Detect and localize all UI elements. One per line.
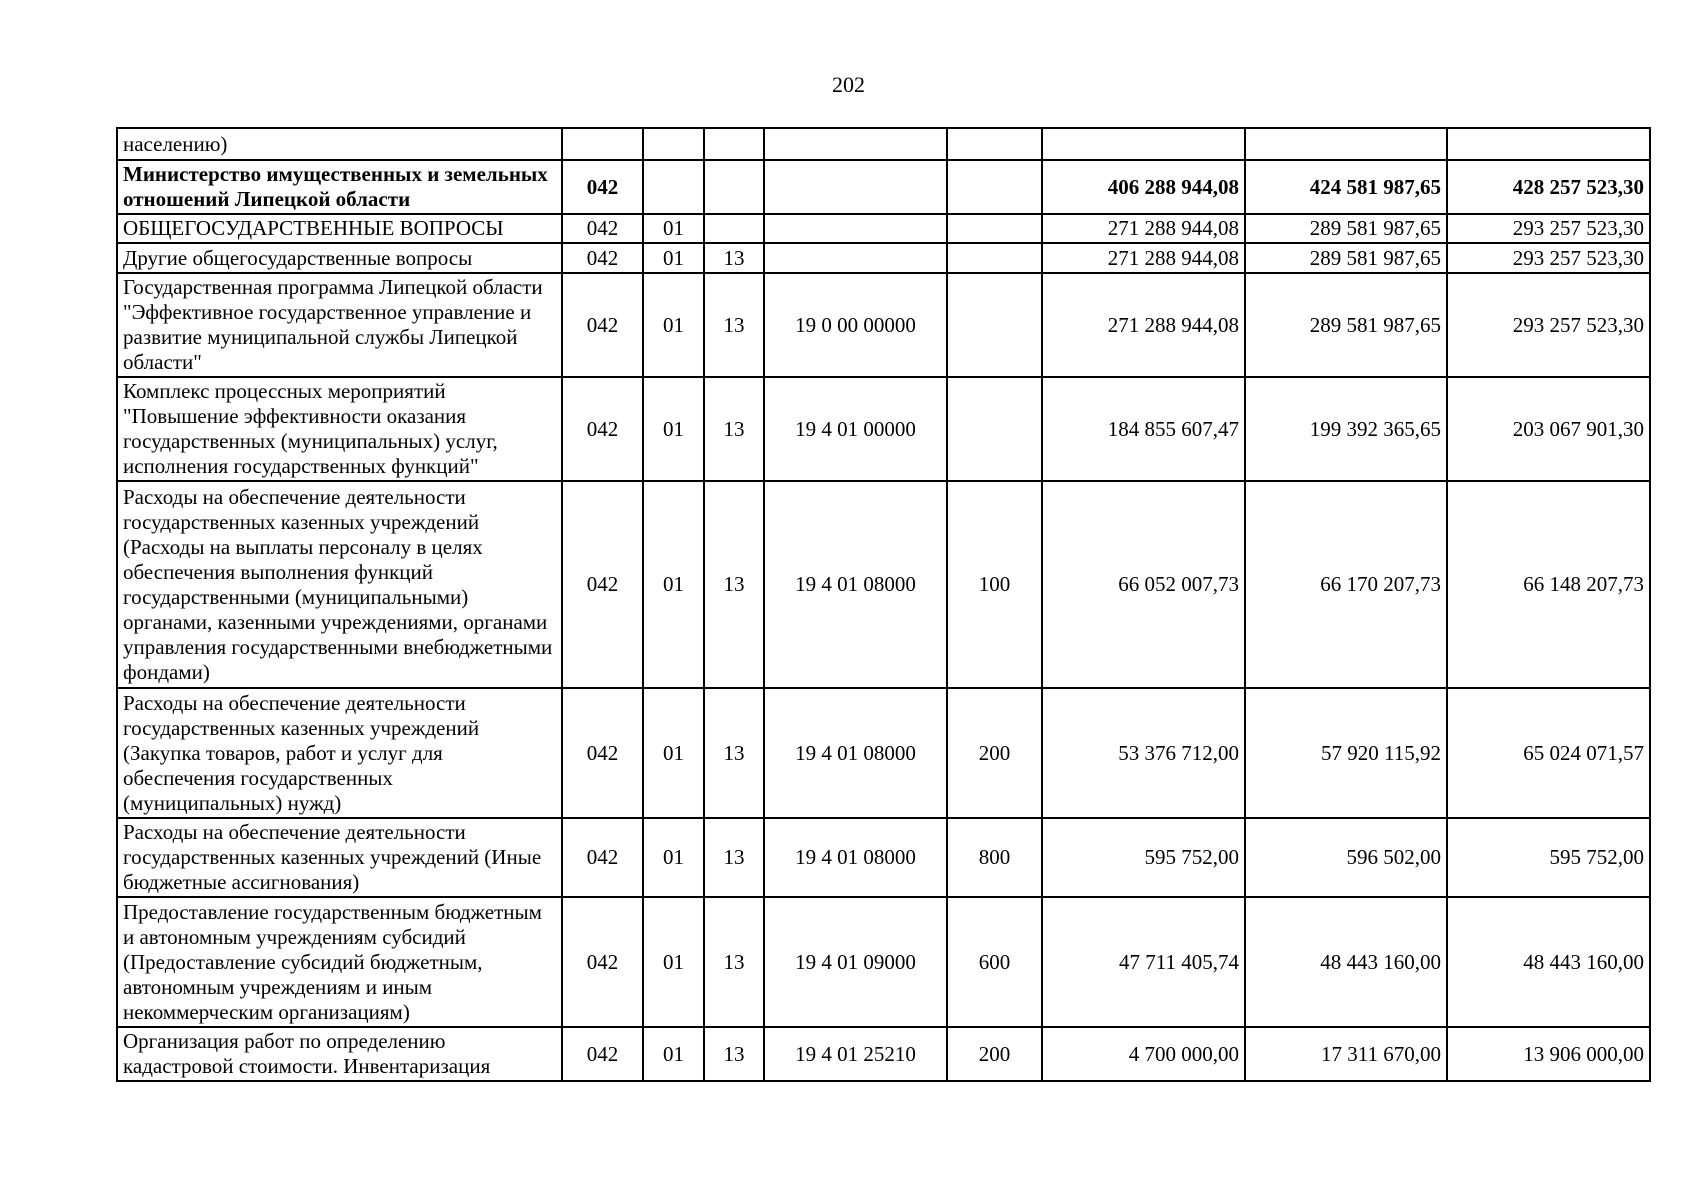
cell-amount-year-2: 289 581 987,65 — [1245, 214, 1447, 243]
table-row — [117, 897, 1650, 1027]
cell-section-code: 01 — [643, 897, 704, 1027]
cell-ministry-code: 042 — [562, 897, 643, 1027]
cell-section-code: 01 — [643, 818, 704, 897]
cell-ministry-code: 042 — [562, 818, 643, 897]
cell-expense-type — [947, 128, 1042, 160]
cell-subsection-code: 13 — [704, 897, 764, 1027]
cell-amount-year-3: 66 148 207,73 — [1447, 481, 1650, 688]
cell-expense-type: 100 — [947, 481, 1042, 688]
cell-amount-year-3: 13 906 000,00 — [1447, 1027, 1650, 1081]
cell-target-article: 19 0 00 00000 — [764, 273, 947, 377]
cell-ministry-code: 042 — [562, 1027, 643, 1081]
cell-expense-type: 800 — [947, 818, 1042, 897]
cell-amount-year-2: 199 392 365,65 — [1245, 377, 1447, 481]
cell-amount-year-3: 293 257 523,30 — [1447, 273, 1650, 377]
cell-amount-year-2: 17 311 670,00 — [1245, 1027, 1447, 1081]
cell-ministry-code: 042 — [562, 273, 643, 377]
cell-ministry-code — [562, 128, 643, 160]
cell-subsection-code — [704, 160, 764, 214]
cell-amount-year-1: 53 376 712,00 — [1042, 688, 1245, 818]
budget-table — [116, 127, 1651, 1082]
table-row — [117, 481, 1650, 688]
cell-subsection-code — [704, 128, 764, 160]
cell-name: Расходы на обеспечение деятельности государственных казенных учреждений (Закупка товаров, работ и услуг для обеспечения государственных (муниципальных) нужд) — [117, 688, 562, 818]
cell-name: Расходы на обеспечение деятельности государственных казенных учреждений (Иные бюджетные ассигнования) — [117, 818, 562, 897]
cell-section-code: 01 — [643, 273, 704, 377]
cell-expense-type — [947, 214, 1042, 243]
cell-amount-year-2: 66 170 207,73 — [1245, 481, 1447, 688]
cell-name: населению) — [117, 128, 562, 160]
cell-target-article: 19 4 01 00000 — [764, 377, 947, 481]
cell-subsection-code: 13 — [704, 273, 764, 377]
cell-amount-year-2 — [1245, 128, 1447, 160]
cell-amount-year-3: 203 067 901,30 — [1447, 377, 1650, 481]
cell-amount-year-1: 406 288 944,08 — [1042, 160, 1245, 214]
cell-section-code: 01 — [643, 377, 704, 481]
cell-expense-type — [947, 273, 1042, 377]
cell-amount-year-2: 48 443 160,00 — [1245, 897, 1447, 1027]
cell-subsection-code — [704, 214, 764, 243]
cell-amount-year-1: 271 288 944,08 — [1042, 273, 1245, 377]
cell-amount-year-3: 48 443 160,00 — [1447, 897, 1650, 1027]
cell-target-article: 19 4 01 09000 — [764, 897, 947, 1027]
table-row — [117, 818, 1650, 897]
table-row — [117, 243, 1650, 273]
cell-name: Другие общегосударственные вопросы — [117, 243, 562, 273]
table-row — [117, 377, 1650, 481]
cell-section-code: 01 — [643, 1027, 704, 1081]
cell-amount-year-1: 271 288 944,08 — [1042, 243, 1245, 273]
cell-name: Комплекс процессных мероприятий "Повышение эффективности оказания государственных (муниципальных) услуг, исполнения государственных функций" — [117, 377, 562, 481]
page-number: 202 — [832, 72, 865, 97]
table-row — [117, 214, 1650, 243]
cell-amount-year-1: 66 052 007,73 — [1042, 481, 1245, 688]
cell-amount-year-3 — [1447, 128, 1650, 160]
cell-amount-year-2: 57 920 115,92 — [1245, 688, 1447, 818]
cell-name: Государственная программа Липецкой области "Эффективное государственное управление и развитие муниципальной службы Липецкой области" — [117, 273, 562, 377]
cell-section-code: 01 — [643, 688, 704, 818]
cell-section-code: 01 — [643, 243, 704, 273]
cell-amount-year-3: 428 257 523,30 — [1447, 160, 1650, 214]
cell-name: Расходы на обеспечение деятельности государственных казенных учреждений (Расходы на выплаты персоналу в целях обеспечения выполнения функций государственными (муниципальными) органами, казенными учреждениями, органами управления государственными внебюджетными фондами) — [117, 481, 562, 688]
cell-amount-year-2: 289 581 987,65 — [1245, 273, 1447, 377]
cell-amount-year-1: 184 855 607,47 — [1042, 377, 1245, 481]
cell-ministry-code: 042 — [562, 377, 643, 481]
cell-expense-type: 200 — [947, 1027, 1042, 1081]
cell-expense-type — [947, 160, 1042, 214]
cell-section-code: 01 — [643, 214, 704, 243]
cell-target-article — [764, 243, 947, 273]
cell-amount-year-1: 595 752,00 — [1042, 818, 1245, 897]
cell-subsection-code: 13 — [704, 377, 764, 481]
cell-section-code — [643, 128, 704, 160]
cell-amount-year-3: 595 752,00 — [1447, 818, 1650, 897]
table-row — [117, 1027, 1650, 1081]
cell-name: Предоставление государственным бюджетным и автономным учреждениям субсидий (Предоставление субсидий бюджетным, автономным учреждениям и иным некоммерческим организациям) — [117, 897, 562, 1027]
cell-target-article: 19 4 01 08000 — [764, 688, 947, 818]
table-row — [117, 128, 1650, 160]
cell-ministry-code: 042 — [562, 214, 643, 243]
cell-amount-year-2: 596 502,00 — [1245, 818, 1447, 897]
cell-expense-type — [947, 377, 1042, 481]
cell-ministry-code: 042 — [562, 243, 643, 273]
cell-target-article: 19 4 01 25210 — [764, 1027, 947, 1081]
cell-expense-type: 600 — [947, 897, 1042, 1027]
cell-subsection-code: 13 — [704, 481, 764, 688]
table-row — [117, 273, 1650, 377]
cell-name: ОБЩЕГОСУДАРСТВЕННЫЕ ВОПРОСЫ — [117, 214, 562, 243]
cell-target-article — [764, 160, 947, 214]
cell-target-article — [764, 214, 947, 243]
cell-target-article: 19 4 01 08000 — [764, 818, 947, 897]
cell-amount-year-2: 424 581 987,65 — [1245, 160, 1447, 214]
cell-amount-year-1: 4 700 000,00 — [1042, 1027, 1245, 1081]
cell-target-article — [764, 128, 947, 160]
cell-amount-year-2: 289 581 987,65 — [1245, 243, 1447, 273]
cell-name: Организация работ по определению кадастровой стоимости. Инвентаризация — [117, 1027, 562, 1081]
cell-expense-type: 200 — [947, 688, 1042, 818]
cell-amount-year-3: 293 257 523,30 — [1447, 214, 1650, 243]
cell-ministry-code: 042 — [562, 481, 643, 688]
cell-name: Министерство имущественных и земельных отношений Липецкой области — [117, 160, 562, 214]
cell-amount-year-3: 65 024 071,57 — [1447, 688, 1650, 818]
table-body — [117, 128, 1650, 1081]
cell-section-code: 01 — [643, 481, 704, 688]
cell-ministry-code: 042 — [562, 160, 643, 214]
cell-ministry-code: 042 — [562, 688, 643, 818]
cell-subsection-code: 13 — [704, 688, 764, 818]
cell-section-code — [643, 160, 704, 214]
cell-amount-year-1 — [1042, 128, 1245, 160]
cell-amount-year-1: 47 711 405,74 — [1042, 897, 1245, 1027]
cell-expense-type — [947, 243, 1042, 273]
table-row — [117, 160, 1650, 214]
cell-amount-year-1: 271 288 944,08 — [1042, 214, 1245, 243]
cell-amount-year-3: 293 257 523,30 — [1447, 243, 1650, 273]
cell-subsection-code: 13 — [704, 1027, 764, 1081]
table-row — [117, 688, 1650, 818]
cell-subsection-code: 13 — [704, 243, 764, 273]
cell-subsection-code: 13 — [704, 818, 764, 897]
cell-target-article: 19 4 01 08000 — [764, 481, 947, 688]
